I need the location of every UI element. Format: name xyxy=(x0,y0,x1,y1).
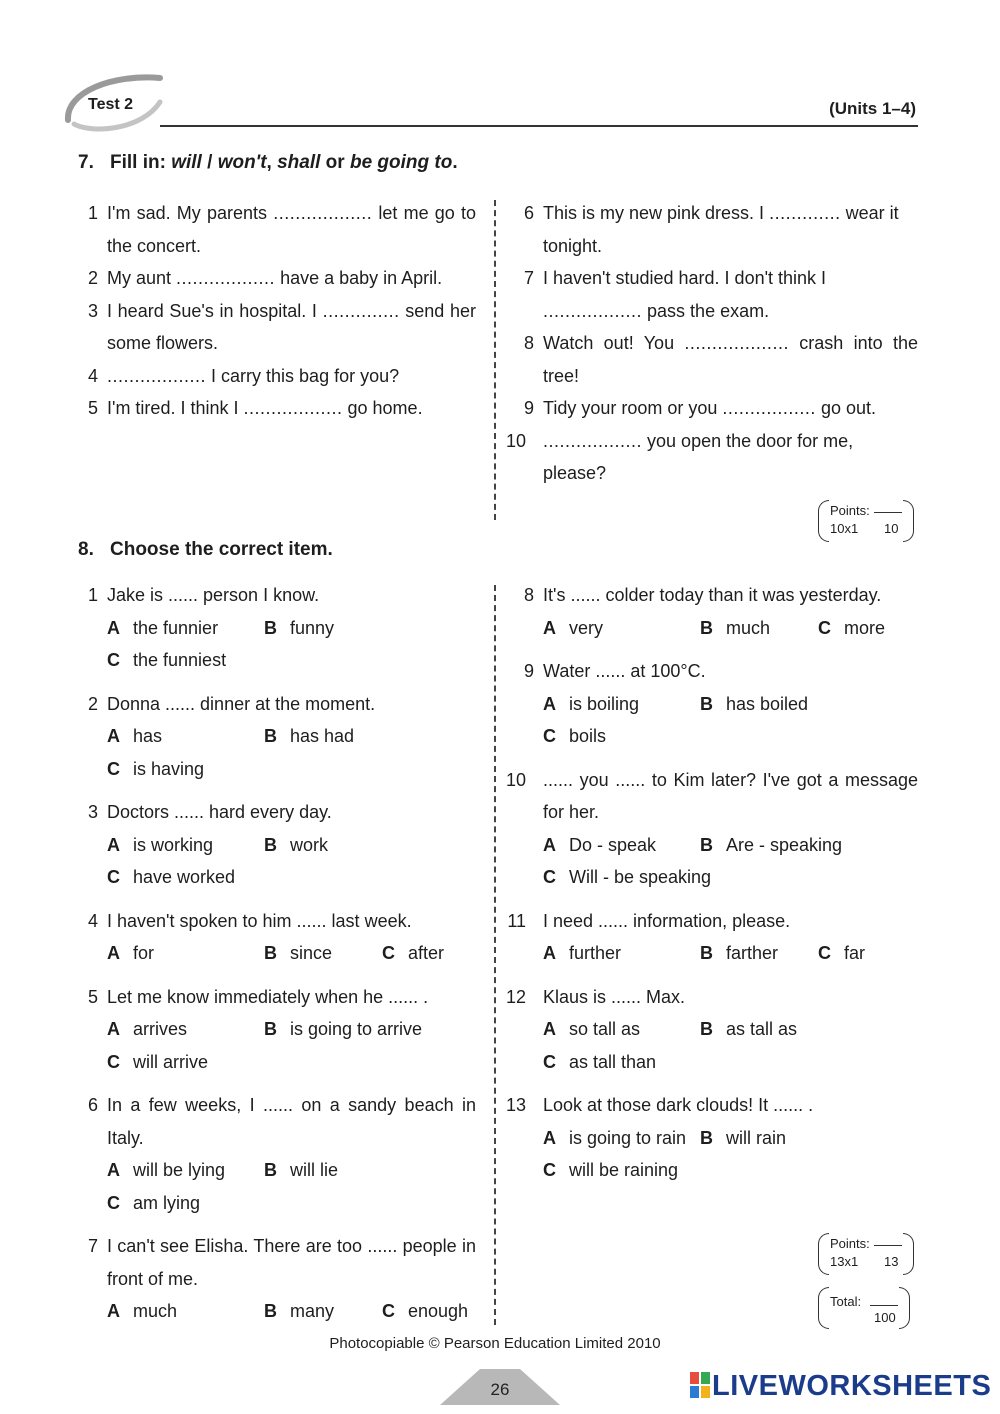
option-b[interactable]: B farther xyxy=(700,943,779,963)
option-b[interactable]: B will lie xyxy=(264,1160,339,1180)
question-block xyxy=(506,1089,918,1187)
option-b[interactable]: B work xyxy=(264,834,329,855)
question: 8 It's ...... colder today than it was yesterday. xyxy=(523,585,882,605)
page-number-tab xyxy=(440,1365,560,1405)
option-c[interactable]: C boils xyxy=(543,726,607,746)
brand-text: LIVEWORKSHEETS xyxy=(712,1370,992,1402)
option-c[interactable]: C will be raining xyxy=(543,1160,679,1180)
question-block xyxy=(507,905,918,970)
answer-blank[interactable]: .............. xyxy=(322,300,400,321)
question: 9 Water ...... at 100°C. xyxy=(523,661,706,681)
option-a[interactable]: A has xyxy=(107,726,163,746)
question-block xyxy=(514,579,918,644)
answer-blank[interactable]: .................. xyxy=(543,300,643,321)
section-8-points-box: Points: 13x1 13 xyxy=(818,1233,914,1275)
option-c[interactable]: C have worked xyxy=(107,867,236,887)
question: 10 ...... you ...... to Kim later? I've got a message for her. xyxy=(506,769,918,822)
fill-in-item: 1 I'm sad. My parents .................. let me go to the concert. xyxy=(87,203,476,256)
answer-blank[interactable]: .................. xyxy=(273,203,373,223)
column-divider xyxy=(494,585,496,1325)
question: 2 Donna ...... dinner at the moment. xyxy=(87,693,376,714)
question-block xyxy=(78,579,476,677)
option-c[interactable]: C will arrive xyxy=(107,1051,209,1072)
section-8-title: 8. Choose the correct item. xyxy=(78,539,333,560)
question-block xyxy=(78,1089,476,1219)
option-b[interactable]: B since xyxy=(264,943,333,963)
answer-blank[interactable]: .................. xyxy=(107,365,207,386)
option-c[interactable]: C is having xyxy=(107,758,205,779)
copyright-notice: Photocopiable © Pearson Education Limited 2010 xyxy=(329,1335,661,1352)
answer-blank[interactable]: ................. xyxy=(722,398,816,418)
question-block xyxy=(506,764,918,894)
option-a[interactable]: A is boiling xyxy=(543,693,640,714)
option-c[interactable]: C after xyxy=(382,943,445,963)
option-a[interactable]: A further xyxy=(543,943,622,963)
question: 12 Klaus is ...... Max. xyxy=(506,986,686,1007)
option-a[interactable]: A is working xyxy=(107,834,214,855)
section-7-points-box: Points: 10x1 10 xyxy=(818,500,914,542)
fill-in-item: 10 .................. you open the door for me, please? xyxy=(506,430,854,483)
fill-in-item: 5 I'm tired. I think I .................. go home. xyxy=(87,398,423,418)
question-block xyxy=(514,655,918,753)
section-7-right-column xyxy=(506,197,919,490)
question-block xyxy=(506,981,918,1079)
answer-blank[interactable]: .................. xyxy=(243,398,343,418)
liveworksheets-brand xyxy=(690,1370,991,1403)
fill-in-item: 4 .................. I carry this bag for you? xyxy=(87,365,400,386)
option-b[interactable]: B has boiled xyxy=(700,693,809,714)
question: 13 Look at those dark clouds! It ...... . xyxy=(506,1095,814,1115)
option-b[interactable]: B as tall as xyxy=(700,1019,798,1039)
option-b[interactable]: B funny xyxy=(264,617,335,638)
question: 5 Let me know immediately when he ...... . xyxy=(87,986,429,1007)
option-b[interactable]: B much xyxy=(700,617,771,638)
option-a[interactable]: A very xyxy=(543,617,604,638)
option-c[interactable]: C Will - be speaking xyxy=(543,867,712,887)
option-a[interactable]: A much xyxy=(107,1301,178,1321)
option-b[interactable]: B many xyxy=(264,1301,335,1321)
answer-blank[interactable]: ................... xyxy=(684,333,789,353)
option-a[interactable]: A so tall as xyxy=(543,1019,641,1039)
answer-blank[interactable]: .................. xyxy=(176,268,276,288)
option-a[interactable]: A will be lying xyxy=(107,1160,226,1180)
section-7-left-column xyxy=(78,197,476,425)
section-number: 7. xyxy=(78,152,94,173)
question-block xyxy=(78,905,476,970)
option-a[interactable]: A for xyxy=(107,943,155,963)
question-block xyxy=(78,1230,476,1328)
option-c[interactable]: C as tall than xyxy=(543,1051,657,1072)
section-7-title: 7. Fill in: will / won't, shall or be going to. xyxy=(78,152,458,173)
answer-blank[interactable]: ............. xyxy=(769,203,841,223)
question: 7 I can't see Elisha. There are too ...... people in front of me. xyxy=(87,1236,476,1289)
fill-in-item: 9 Tidy your room or you ................. go out. xyxy=(523,398,876,418)
page-number: 26 xyxy=(490,1380,510,1399)
option-a[interactable]: A arrives xyxy=(107,1019,188,1039)
option-c[interactable]: C the funniest xyxy=(107,650,227,670)
answer-blank[interactable]: .................. xyxy=(543,430,643,451)
total-points-box: Total: 100 xyxy=(818,1287,910,1329)
header-rule xyxy=(160,125,918,127)
option-b[interactable]: B has had xyxy=(264,726,355,746)
section-8-right-column xyxy=(506,579,918,1187)
option-b[interactable]: B Are - speaking xyxy=(700,834,843,855)
question: 3 Doctors ...... hard every day. xyxy=(87,802,332,822)
question-block xyxy=(78,981,476,1079)
question: 11 I need ...... information, please. xyxy=(507,910,791,931)
section-8-left-column xyxy=(78,579,476,1328)
option-b[interactable]: B will rain xyxy=(700,1127,787,1148)
option-c[interactable]: C more xyxy=(818,617,886,638)
test-label: Test 2 xyxy=(88,96,134,113)
option-c[interactable]: C enough xyxy=(382,1301,469,1321)
fill-in-item: 6 This is my new pink dress. I ............. wear it tonight. xyxy=(523,203,899,256)
units-label: (Units 1–4) xyxy=(829,99,916,118)
section-number: 8. xyxy=(78,539,94,560)
option-c[interactable]: C far xyxy=(818,943,866,963)
liveworksheets-logo-icon xyxy=(690,1372,710,1398)
question-block xyxy=(78,688,476,786)
option-a[interactable]: A Do - speak xyxy=(543,834,657,855)
option-a[interactable]: A the funnier xyxy=(107,617,219,638)
question: 4 I haven't spoken to him ...... last week. xyxy=(87,910,412,931)
fill-in-item: 7 I haven't studied hard. I don't think I .................. pass the exam. xyxy=(523,268,827,321)
option-c[interactable]: C am lying xyxy=(107,1192,201,1213)
question: 1 Jake is ...... person I know. xyxy=(87,585,320,605)
fill-in-item: 3 I heard Sue's in hospital. I .............. send her some flowers. xyxy=(87,300,476,353)
option-b[interactable]: B is going to arrive xyxy=(264,1019,423,1039)
question: 6 In a few weeks, I ...... on a sandy beach in Italy. xyxy=(87,1095,476,1148)
option-a[interactable]: A is going to rain xyxy=(543,1127,687,1148)
question-block xyxy=(78,796,476,894)
fill-in-item: 8 Watch out! You ................... crash into the tree! xyxy=(523,333,919,386)
fill-in-item: 2 My aunt .................. have a baby in April. xyxy=(87,268,443,288)
column-divider xyxy=(494,200,496,520)
